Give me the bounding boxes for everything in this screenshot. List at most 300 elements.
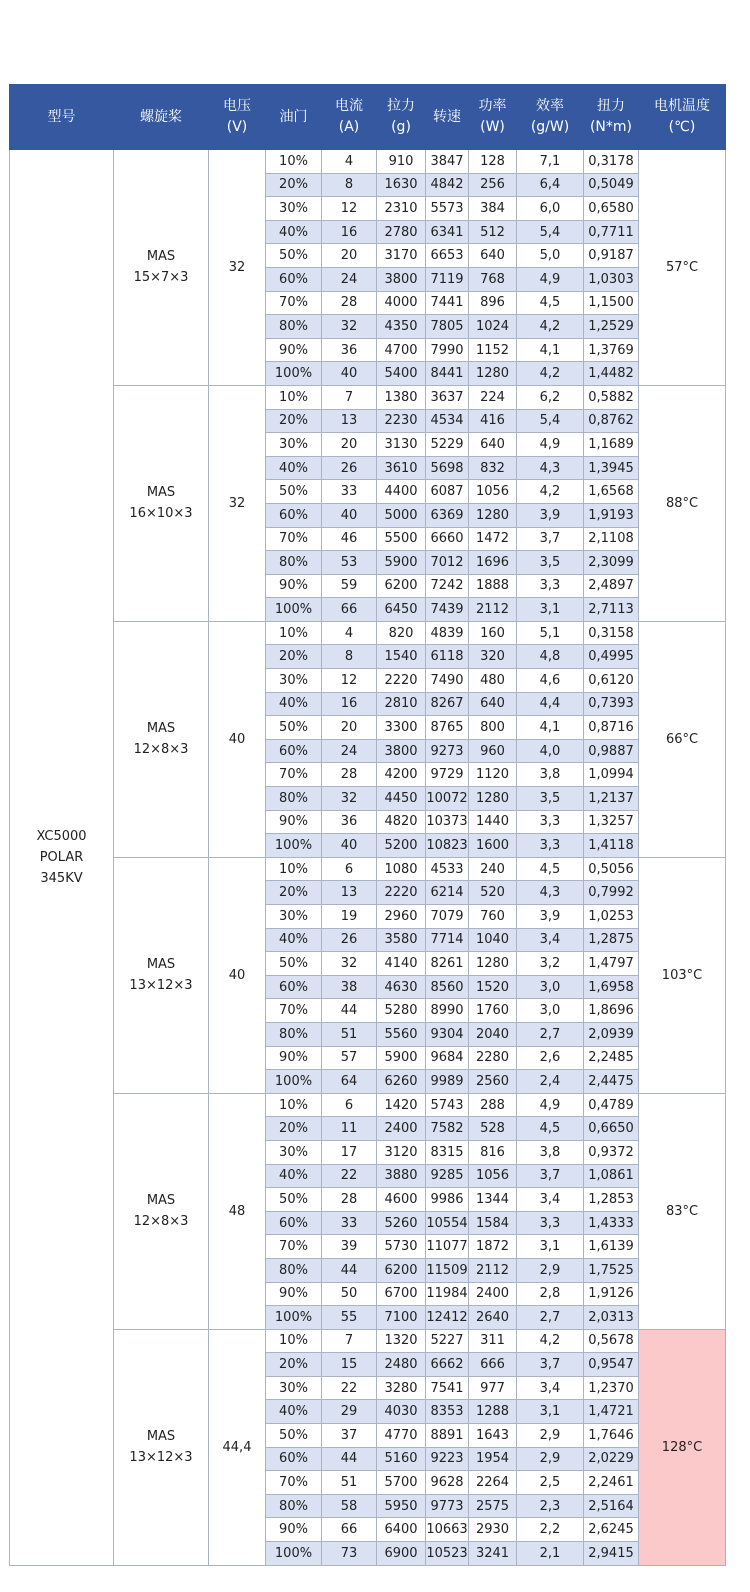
power-cell: 320 bbox=[469, 645, 517, 669]
efficiency-cell: 4,5 bbox=[517, 1117, 584, 1141]
rpm-cell: 5573 bbox=[426, 197, 469, 221]
torque-cell: 1,0253 bbox=[584, 905, 639, 929]
current-cell: 22 bbox=[322, 1376, 377, 1400]
thrust-cell: 4030 bbox=[377, 1400, 426, 1424]
rpm-cell: 4839 bbox=[426, 621, 469, 645]
voltage-cell: 48 bbox=[209, 1093, 266, 1329]
current-cell: 40 bbox=[322, 834, 377, 858]
rpm-cell: 5743 bbox=[426, 1093, 469, 1117]
header-row bbox=[10, 85, 726, 150]
motor-temp-cell: 88°C bbox=[639, 385, 726, 621]
current-cell: 59 bbox=[322, 574, 377, 598]
header-rpm: 转速 bbox=[426, 85, 469, 150]
rpm-cell: 5227 bbox=[426, 1329, 469, 1353]
efficiency-cell: 3,4 bbox=[517, 1188, 584, 1212]
efficiency-cell: 4,4 bbox=[517, 692, 584, 716]
power-cell: 800 bbox=[469, 716, 517, 740]
header-motor-temp-label: 电机温度 bbox=[654, 98, 710, 114]
power-cell: 1056 bbox=[469, 480, 517, 504]
efficiency-cell: 3,8 bbox=[517, 1140, 584, 1164]
power-cell: 2040 bbox=[469, 1022, 517, 1046]
thrust-cell: 6900 bbox=[377, 1542, 426, 1566]
torque-cell: 1,2370 bbox=[584, 1376, 639, 1400]
throttle-cell: 30% bbox=[266, 1376, 322, 1400]
efficiency-cell: 2,4 bbox=[517, 1070, 584, 1094]
thrust-cell: 5700 bbox=[377, 1471, 426, 1495]
torque-cell: 2,0939 bbox=[584, 1022, 639, 1046]
efficiency-cell: 6,2 bbox=[517, 385, 584, 409]
rpm-cell: 8261 bbox=[426, 952, 469, 976]
power-cell: 224 bbox=[469, 385, 517, 409]
current-cell: 44 bbox=[322, 999, 377, 1023]
throttle-cell: 20% bbox=[266, 1353, 322, 1377]
rpm-cell: 6369 bbox=[426, 503, 469, 527]
efficiency-cell: 3,0 bbox=[517, 975, 584, 999]
power-cell: 1440 bbox=[469, 810, 517, 834]
table-row bbox=[10, 150, 726, 174]
rpm-cell: 6341 bbox=[426, 220, 469, 244]
throttle-cell: 40% bbox=[266, 1164, 322, 1188]
thrust-cell: 6260 bbox=[377, 1070, 426, 1094]
throttle-cell: 20% bbox=[266, 1117, 322, 1141]
propeller-cell-line: 13×12×3 bbox=[129, 1450, 193, 1466]
thrust-cell: 2230 bbox=[377, 409, 426, 433]
torque-cell: 0,9547 bbox=[584, 1353, 639, 1377]
power-cell: 1280 bbox=[469, 362, 517, 386]
power-cell: 1152 bbox=[469, 338, 517, 362]
throttle-cell: 70% bbox=[266, 527, 322, 551]
table-row bbox=[10, 385, 726, 409]
throttle-cell: 40% bbox=[266, 220, 322, 244]
efficiency-cell: 2,9 bbox=[517, 1447, 584, 1471]
rpm-cell: 9273 bbox=[426, 739, 469, 763]
rpm-cell: 7582 bbox=[426, 1117, 469, 1141]
throttle-cell: 30% bbox=[266, 905, 322, 929]
propeller-cell-line: 12×8×3 bbox=[133, 1214, 189, 1230]
efficiency-cell: 4,5 bbox=[517, 857, 584, 881]
rpm-cell: 7541 bbox=[426, 1376, 469, 1400]
current-cell: 28 bbox=[322, 1188, 377, 1212]
torque-cell: 2,0313 bbox=[584, 1306, 639, 1330]
rpm-cell: 8560 bbox=[426, 975, 469, 999]
torque-cell: 0,3178 bbox=[584, 150, 639, 174]
thrust-cell: 7100 bbox=[377, 1306, 426, 1330]
current-cell: 51 bbox=[322, 1471, 377, 1495]
power-cell: 1472 bbox=[469, 527, 517, 551]
current-cell: 8 bbox=[322, 173, 377, 197]
efficiency-cell: 4,9 bbox=[517, 1093, 584, 1117]
efficiency-cell: 2,2 bbox=[517, 1518, 584, 1542]
rpm-cell: 10554 bbox=[426, 1211, 469, 1235]
thrust-cell: 4000 bbox=[377, 291, 426, 315]
power-cell: 1056 bbox=[469, 1164, 517, 1188]
current-cell: 24 bbox=[322, 739, 377, 763]
thrust-cell: 5730 bbox=[377, 1235, 426, 1259]
thrust-cell: 2810 bbox=[377, 692, 426, 716]
efficiency-cell: 3,3 bbox=[517, 810, 584, 834]
rpm-cell: 10663 bbox=[426, 1518, 469, 1542]
throttle-cell: 10% bbox=[266, 385, 322, 409]
thrust-cell: 5260 bbox=[377, 1211, 426, 1235]
torque-cell: 0,5056 bbox=[584, 857, 639, 881]
thrust-cell: 4600 bbox=[377, 1188, 426, 1212]
header-motor-temp-unit: (℃) bbox=[668, 119, 696, 135]
efficiency-cell: 3,3 bbox=[517, 1211, 584, 1235]
power-cell: 2264 bbox=[469, 1471, 517, 1495]
torque-cell: 1,4721 bbox=[584, 1400, 639, 1424]
current-cell: 32 bbox=[322, 787, 377, 811]
current-cell: 7 bbox=[322, 1329, 377, 1353]
power-cell: 816 bbox=[469, 1140, 517, 1164]
voltage-cell: 40 bbox=[209, 621, 266, 857]
thrust-cell: 5950 bbox=[377, 1494, 426, 1518]
torque-cell: 1,4797 bbox=[584, 952, 639, 976]
torque-cell: 1,0861 bbox=[584, 1164, 639, 1188]
power-cell: 1643 bbox=[469, 1424, 517, 1448]
table-row bbox=[10, 1093, 726, 1117]
current-cell: 66 bbox=[322, 598, 377, 622]
throttle-cell: 40% bbox=[266, 456, 322, 480]
rpm-cell: 5698 bbox=[426, 456, 469, 480]
thrust-cell: 3800 bbox=[377, 267, 426, 291]
current-cell: 46 bbox=[322, 527, 377, 551]
rpm-cell: 4534 bbox=[426, 409, 469, 433]
power-cell: 1872 bbox=[469, 1235, 517, 1259]
rpm-cell: 8315 bbox=[426, 1140, 469, 1164]
throttle-cell: 60% bbox=[266, 503, 322, 527]
throttle-cell: 50% bbox=[266, 716, 322, 740]
rpm-cell: 6087 bbox=[426, 480, 469, 504]
header-throttle: 油门 bbox=[266, 85, 322, 150]
throttle-cell: 100% bbox=[266, 1542, 322, 1566]
efficiency-cell: 4,0 bbox=[517, 739, 584, 763]
propeller-cell bbox=[114, 621, 209, 857]
thrust-cell: 3610 bbox=[377, 456, 426, 480]
thrust-cell: 6400 bbox=[377, 1518, 426, 1542]
header-torque-label: 扭力 bbox=[597, 98, 625, 114]
efficiency-cell: 5,0 bbox=[517, 244, 584, 268]
torque-cell: 2,0229 bbox=[584, 1447, 639, 1471]
thrust-cell: 2220 bbox=[377, 881, 426, 905]
efficiency-cell: 3,1 bbox=[517, 1235, 584, 1259]
thrust-cell: 3130 bbox=[377, 433, 426, 457]
throttle-cell: 90% bbox=[266, 1518, 322, 1542]
throttle-cell: 30% bbox=[266, 197, 322, 221]
propeller-cell bbox=[114, 385, 209, 621]
efficiency-cell: 4,2 bbox=[517, 480, 584, 504]
rpm-cell: 5229 bbox=[426, 433, 469, 457]
torque-cell: 1,2137 bbox=[584, 787, 639, 811]
motor-temp-cell: 66°C bbox=[639, 621, 726, 857]
current-cell: 16 bbox=[322, 220, 377, 244]
current-cell: 6 bbox=[322, 1093, 377, 1117]
header-voltage-label: 电压 bbox=[223, 98, 251, 114]
current-cell: 44 bbox=[322, 1447, 377, 1471]
power-cell: 160 bbox=[469, 621, 517, 645]
rpm-cell: 9223 bbox=[426, 1447, 469, 1471]
power-cell: 520 bbox=[469, 881, 517, 905]
model-cell-line: XC5000 bbox=[36, 828, 87, 844]
current-cell: 58 bbox=[322, 1494, 377, 1518]
efficiency-cell: 7,1 bbox=[517, 150, 584, 174]
throttle-cell: 50% bbox=[266, 480, 322, 504]
rpm-cell: 4533 bbox=[426, 857, 469, 881]
thrust-cell: 6450 bbox=[377, 598, 426, 622]
torque-cell: 1,6958 bbox=[584, 975, 639, 999]
torque-cell: 1,6139 bbox=[584, 1235, 639, 1259]
current-cell: 4 bbox=[322, 150, 377, 174]
power-cell: 288 bbox=[469, 1093, 517, 1117]
power-cell: 1584 bbox=[469, 1211, 517, 1235]
torque-cell: 1,0994 bbox=[584, 763, 639, 787]
torque-cell: 1,6568 bbox=[584, 480, 639, 504]
power-cell: 384 bbox=[469, 197, 517, 221]
throttle-cell: 60% bbox=[266, 267, 322, 291]
current-cell: 37 bbox=[322, 1424, 377, 1448]
efficiency-cell: 3,9 bbox=[517, 503, 584, 527]
header-current-label: 电流 bbox=[335, 98, 363, 114]
efficiency-cell: 5,4 bbox=[517, 220, 584, 244]
power-cell: 760 bbox=[469, 905, 517, 929]
current-cell: 28 bbox=[322, 763, 377, 787]
current-cell: 28 bbox=[322, 291, 377, 315]
efficiency-cell: 2,5 bbox=[517, 1471, 584, 1495]
throttle-cell: 50% bbox=[266, 1424, 322, 1448]
power-cell: 256 bbox=[469, 173, 517, 197]
voltage-cell: 40 bbox=[209, 857, 266, 1093]
efficiency-cell: 3,4 bbox=[517, 1376, 584, 1400]
efficiency-cell: 4,1 bbox=[517, 716, 584, 740]
rpm-cell: 9304 bbox=[426, 1022, 469, 1046]
efficiency-cell: 3,4 bbox=[517, 928, 584, 952]
thrust-cell: 2400 bbox=[377, 1117, 426, 1141]
torque-cell: 0,5678 bbox=[584, 1329, 639, 1353]
header-torque-unit: (N*m) bbox=[589, 119, 633, 135]
torque-cell: 0,9372 bbox=[584, 1140, 639, 1164]
efficiency-cell: 5,4 bbox=[517, 409, 584, 433]
efficiency-cell: 4,5 bbox=[517, 291, 584, 315]
header-efficiency-unit: (g/W) bbox=[530, 119, 570, 135]
model-cell bbox=[10, 150, 114, 1566]
throttle-cell: 30% bbox=[266, 1140, 322, 1164]
torque-cell: 2,3099 bbox=[584, 551, 639, 575]
throttle-cell: 100% bbox=[266, 362, 322, 386]
torque-cell: 2,4897 bbox=[584, 574, 639, 598]
thrust-cell: 3880 bbox=[377, 1164, 426, 1188]
power-cell: 832 bbox=[469, 456, 517, 480]
current-cell: 6 bbox=[322, 857, 377, 881]
current-cell: 40 bbox=[322, 503, 377, 527]
rpm-cell: 7119 bbox=[426, 267, 469, 291]
propeller-cell-line: 12×8×3 bbox=[133, 742, 189, 758]
throttle-cell: 90% bbox=[266, 1282, 322, 1306]
rpm-cell: 8353 bbox=[426, 1400, 469, 1424]
thrust-cell: 1080 bbox=[377, 857, 426, 881]
rpm-cell: 6653 bbox=[426, 244, 469, 268]
throttle-cell: 100% bbox=[266, 1070, 322, 1094]
power-cell: 1120 bbox=[469, 763, 517, 787]
torque-cell: 2,2485 bbox=[584, 1046, 639, 1070]
power-cell: 2560 bbox=[469, 1070, 517, 1094]
thrust-cell: 4200 bbox=[377, 763, 426, 787]
rpm-cell: 10823 bbox=[426, 834, 469, 858]
thrust-cell: 2960 bbox=[377, 905, 426, 929]
torque-cell: 0,5049 bbox=[584, 173, 639, 197]
throttle-cell: 60% bbox=[266, 975, 322, 999]
propeller-cell-line: MAS bbox=[146, 1193, 176, 1209]
table-row bbox=[10, 857, 726, 881]
throttle-cell: 20% bbox=[266, 881, 322, 905]
throttle-cell: 40% bbox=[266, 692, 322, 716]
current-cell: 20 bbox=[322, 433, 377, 457]
torque-cell: 1,0303 bbox=[584, 267, 639, 291]
current-cell: 29 bbox=[322, 1400, 377, 1424]
power-cell: 128 bbox=[469, 150, 517, 174]
rpm-cell: 6214 bbox=[426, 881, 469, 905]
efficiency-cell: 2,8 bbox=[517, 1282, 584, 1306]
thrust-cell: 5900 bbox=[377, 551, 426, 575]
throttle-cell: 100% bbox=[266, 1306, 322, 1330]
throttle-cell: 70% bbox=[266, 291, 322, 315]
thrust-cell: 1540 bbox=[377, 645, 426, 669]
rpm-cell: 9989 bbox=[426, 1070, 469, 1094]
thrust-cell: 5280 bbox=[377, 999, 426, 1023]
thrust-cell: 3120 bbox=[377, 1140, 426, 1164]
header-efficiency-label: 效率 bbox=[536, 98, 564, 114]
power-cell: 1280 bbox=[469, 503, 517, 527]
torque-cell: 2,1108 bbox=[584, 527, 639, 551]
current-cell: 32 bbox=[322, 952, 377, 976]
thrust-cell: 4350 bbox=[377, 315, 426, 339]
current-cell: 33 bbox=[322, 1211, 377, 1235]
torque-cell: 1,3257 bbox=[584, 810, 639, 834]
header-current-unit: (A) bbox=[338, 119, 360, 135]
header-torque bbox=[584, 85, 639, 150]
throttle-cell: 80% bbox=[266, 787, 322, 811]
header-current bbox=[322, 85, 377, 150]
torque-cell: 2,4475 bbox=[584, 1070, 639, 1094]
current-cell: 13 bbox=[322, 881, 377, 905]
throttle-cell: 70% bbox=[266, 1471, 322, 1495]
thrust-cell: 4770 bbox=[377, 1424, 426, 1448]
rpm-cell: 10373 bbox=[426, 810, 469, 834]
rpm-cell: 7490 bbox=[426, 669, 469, 693]
power-cell: 3241 bbox=[469, 1542, 517, 1566]
torque-cell: 1,1689 bbox=[584, 433, 639, 457]
torque-cell: 1,3769 bbox=[584, 338, 639, 362]
propeller-cell-line: MAS bbox=[146, 957, 176, 973]
current-cell: 51 bbox=[322, 1022, 377, 1046]
propeller-cell bbox=[114, 150, 209, 386]
thrust-cell: 3580 bbox=[377, 928, 426, 952]
power-cell: 416 bbox=[469, 409, 517, 433]
throttle-cell: 20% bbox=[266, 409, 322, 433]
torque-cell: 1,4482 bbox=[584, 362, 639, 386]
torque-cell: 0,5882 bbox=[584, 385, 639, 409]
power-cell: 896 bbox=[469, 291, 517, 315]
throttle-cell: 50% bbox=[266, 952, 322, 976]
power-cell: 2400 bbox=[469, 1282, 517, 1306]
torque-cell: 2,5164 bbox=[584, 1494, 639, 1518]
propeller-cell bbox=[114, 1093, 209, 1329]
rpm-cell: 11077 bbox=[426, 1235, 469, 1259]
header-voltage bbox=[209, 85, 266, 150]
thrust-cell: 3280 bbox=[377, 1376, 426, 1400]
table-row bbox=[10, 621, 726, 645]
current-cell: 19 bbox=[322, 905, 377, 929]
rpm-cell: 7990 bbox=[426, 338, 469, 362]
rpm-cell: 9986 bbox=[426, 1188, 469, 1212]
rpm-cell: 8891 bbox=[426, 1424, 469, 1448]
throttle-cell: 10% bbox=[266, 857, 322, 881]
throttle-cell: 90% bbox=[266, 810, 322, 834]
power-cell: 240 bbox=[469, 857, 517, 881]
thrust-cell: 5500 bbox=[377, 527, 426, 551]
rpm-cell: 7079 bbox=[426, 905, 469, 929]
power-cell: 1888 bbox=[469, 574, 517, 598]
header-motor-temp bbox=[639, 85, 726, 150]
efficiency-cell: 3,7 bbox=[517, 1353, 584, 1377]
motor-temp-cell: 103°C bbox=[639, 857, 726, 1093]
torque-cell: 1,2853 bbox=[584, 1188, 639, 1212]
power-cell: 1024 bbox=[469, 315, 517, 339]
thrust-cell: 2780 bbox=[377, 220, 426, 244]
thrust-cell: 2310 bbox=[377, 197, 426, 221]
thrust-cell: 1630 bbox=[377, 173, 426, 197]
rpm-cell: 9684 bbox=[426, 1046, 469, 1070]
current-cell: 36 bbox=[322, 338, 377, 362]
current-cell: 57 bbox=[322, 1046, 377, 1070]
propeller-cell bbox=[114, 1329, 209, 1565]
power-cell: 1344 bbox=[469, 1188, 517, 1212]
current-cell: 20 bbox=[322, 244, 377, 268]
efficiency-cell: 2,1 bbox=[517, 1542, 584, 1566]
power-cell: 1040 bbox=[469, 928, 517, 952]
rpm-cell: 7714 bbox=[426, 928, 469, 952]
current-cell: 73 bbox=[322, 1542, 377, 1566]
spec-table-body bbox=[10, 150, 726, 1566]
thrust-cell: 1420 bbox=[377, 1093, 426, 1117]
current-cell: 26 bbox=[322, 928, 377, 952]
current-cell: 11 bbox=[322, 1117, 377, 1141]
thrust-cell: 910 bbox=[377, 150, 426, 174]
thrust-cell: 5200 bbox=[377, 834, 426, 858]
model-cell-line: POLAR bbox=[39, 849, 84, 865]
current-cell: 22 bbox=[322, 1164, 377, 1188]
thrust-cell: 5160 bbox=[377, 1447, 426, 1471]
header-power-label: 功率 bbox=[478, 98, 507, 114]
torque-cell: 2,6245 bbox=[584, 1518, 639, 1542]
torque-cell: 0,6120 bbox=[584, 669, 639, 693]
efficiency-cell: 3,2 bbox=[517, 952, 584, 976]
rpm-cell: 8765 bbox=[426, 716, 469, 740]
power-cell: 2112 bbox=[469, 598, 517, 622]
torque-cell: 0,3158 bbox=[584, 621, 639, 645]
voltage-cell: 32 bbox=[209, 385, 266, 621]
efficiency-cell: 3,7 bbox=[517, 527, 584, 551]
thrust-cell: 3170 bbox=[377, 244, 426, 268]
efficiency-cell: 6,4 bbox=[517, 173, 584, 197]
thrust-cell: 4700 bbox=[377, 338, 426, 362]
throttle-cell: 90% bbox=[266, 1046, 322, 1070]
torque-cell: 1,1500 bbox=[584, 291, 639, 315]
propeller-cell-line: MAS bbox=[146, 249, 176, 265]
current-cell: 4 bbox=[322, 621, 377, 645]
torque-cell: 1,2529 bbox=[584, 315, 639, 339]
torque-cell: 2,2461 bbox=[584, 1471, 639, 1495]
throttle-cell: 90% bbox=[266, 338, 322, 362]
rpm-cell: 7441 bbox=[426, 291, 469, 315]
